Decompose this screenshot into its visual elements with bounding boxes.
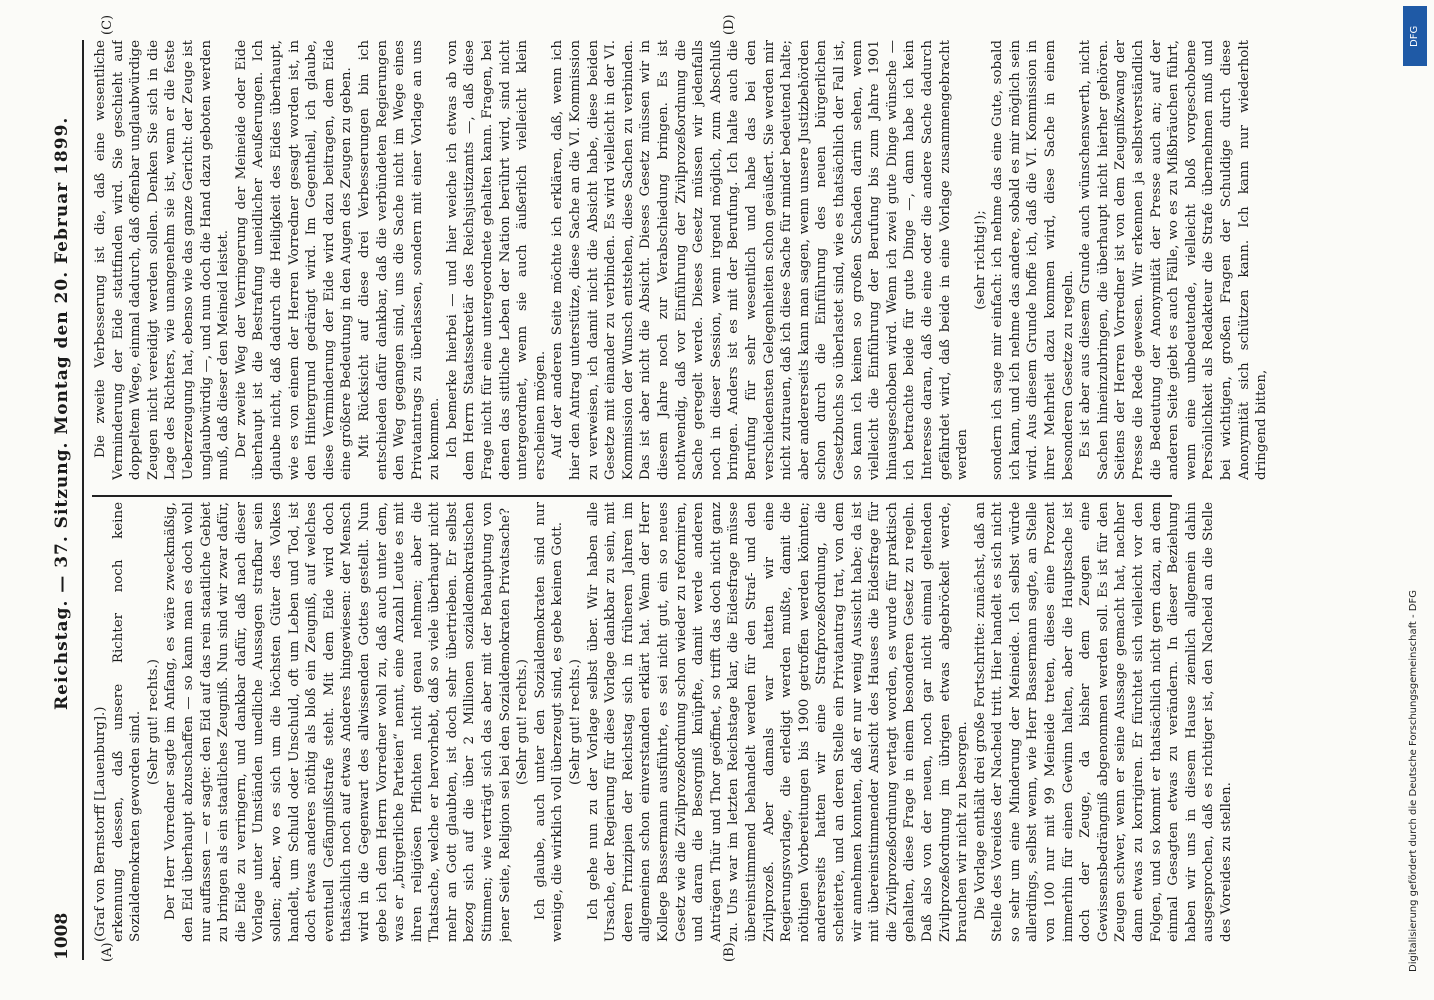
paragraph: Der zweite Weg der Verringerung der Meineide oder Eide überhaupt ist die Bestrafung uneidlicher Aeußerungen. Ich glaube nicht, daß dadurch die Heiligkeit des Eides überhaupt, wie es von einem der Herren Vorredner gesagt worden ist, in den Hintergrund gedrängt wird. Im Gegentheil, ich glaube, diese Verminderung der Eide wird dazu beitragen, dem Eide eine größere Bedeutung in den Augen des Zeugen zu geben. [233, 40, 355, 480]
paragraph: Die zweite Verbesserung ist die, daß eine wesentliche Verminderung der Eide stattfinden wird. Sie geschieht auf doppeltem Wege, einmal dadurch, daß offenbar unglaubwürdige Zeugen nicht vereidigt werden sollen. Denken Sie sich in die Lage des Richters, wie unangenehm sie ist, wenn er die feste Ueberzeugung hat, ebenso wie das ganze Gericht: der Zeuge ist unglaubwürdig —, und nun doch die Hand dazu geboten werden muß, daß dieser den Meineid leistet. [93, 40, 232, 480]
margin-mark-b: (B) [722, 942, 737, 962]
page-header [46, 40, 76, 960]
margin-mark-d: (D) [722, 14, 737, 35]
paragraph: Die Vorlage enthält drei große Fortschritte: zunächst, daß an Stelle des Voreides der Nacheid tritt. Hier handelt es sich nicht so sehr um eine Minderung der Meineide. Ich selbst würde allerdings, selbst wenn, wie Herr Bassermann sagte, an Stelle von 100 nur mit 99 Meineide treten, dieses eine Prozent immerhin für einen Gewinn halten, aber die Hauptsache ist doch der Zeuge, da bisher dem Zeugen eine Gewissensbedrängniß abgenommen werden soll. Es ist für den Zeugen schwer, wenn er seine Aussage gemacht hat, nachher dann etwas zu korrigiren. Er fürchtet sich vielleicht vor den Folgen, und so kommt er thatsächlich nicht gern dazu, an dem einmal Gesagten etwas zu verändern. In dieser Beziehung haben wir uns in diesem Hause ziemlich allgemein dahin ausgesprochen, daß es richtiger ist, den Nacheid an die Stelle des Voreides zu stellen. [972, 502, 1234, 942]
interjection: (Sehr gut! rechts.) [515, 659, 531, 786]
column-divider [92, 495, 1172, 497]
paragraph: Es ist aber aus diesem Grunde auch wünschenswerth, nicht Sachen hineinzubringen, die überhaupt nicht hierher gehören. Seitens der Herren Vorredner ist von dem Zeugnißzwang der Presse die Rede gewesen. Wir erkennen ja selbstverständlich die Bedeutung der Anonymität der Presse auch an; auf der anderen Seite giebt es auch Fälle, wo es zu Mißbräuchen führt, wenn eine unbedeutende, vielleicht bloß vorgeschobene Persönlichkeit als Redakteur die Strafe übernehmen muß und bei wichtigen, großen Fragen der Schuldige durch diese Anonymität sich schützen kann. Ich kann nur wiederholt dringend bitten, [1078, 40, 1270, 480]
margin-mark-a: (A) [100, 942, 115, 962]
text-column-left [92, 502, 1342, 942]
dfg-logo-stamp: DFG [1403, 6, 1427, 66]
paragraph: Ich glaube, auch unter den Sozialdemokraten sind nur wenige, die wirklich voll überzeugt sind, es gebe keinen Gott. [532, 502, 566, 942]
paragraph: sondern ich sage mir einfach: ich nehme das eine Gute, sobald ich kann, und ich nehme das andere, sobald es mir möglich sein wird. Aus diesem Grunde hoffe ich, daß die VI. Kommission in ihrer Mehrheit dazu kommen wird, diese Sache in einem besonderen Gesetze zu regeln. [990, 40, 1076, 480]
interjection: (sehr richtig!); [972, 210, 988, 310]
speaker-line: (Graf von Bernstorff [Lauenburg].) [93, 706, 108, 942]
page-number: 1008 [52, 912, 72, 960]
text-column-right [92, 40, 1342, 480]
interjection: (Sehr gut! rechts.) [145, 659, 161, 786]
interjection: (Sehr gut! rechts.) [568, 659, 584, 786]
paragraph: erkennung dessen, daß unsere Richter noch keine Sozialdemokraten geworden sind. [110, 502, 144, 942]
paragraph: Auf der anderen Seite möchte ich erklären, daß, wenn ich hier den Antrag unterstütze, diese Sache an die VI. Kommission zu verweisen, ich damit nicht die Absicht habe, diese beiden Gesetze mit einander zu verbinden. Es wird vielleicht in der VI. Kommission der Wunsch entstehen, diese Sachen zu verbinden. Das ist aber nicht die Absicht. Dieses Gesetz müssen wir in diesem Jahre noch zur Verabschiedung bringen. Es ist nothwendig, daß vor Einführung der Zivilprozeßordnung die Sache geregelt werde. Dieses Gesetz müssen wir jedenfalls noch in dieser Session, wenn irgend möglich, zum Abschluß bringen. Anders ist es mit der Berufung. Ich halte auch die Berufung für sehr wesentlich und habe das bei den verschiedensten Gelegenheiten schon geäußert. Sie werden mir nicht zutrauen, daß ich diese Sache für minder bedeutend halte; aber andererseits kann man sagen, wenn unsere Justizbehörden schon durch die Einführung des neuen bürgerlichen Gesetzbuchs so überlastet sind, wie es thatsächlich der Fall ist, so kann ich keinen so großen Schaden darin sehen, wenn vielleicht die Einführung der Berufung bis zum Jahre 1901 hinausgeschoben wird. Wenn ich zwei gute Dinge wünsche — ich betrachte beide für gute Dinge —, dann habe ich kein Interesse daran, daß die eine oder die andere Sache dadurch gefährdet wird, daß beide in eine Vorlage zusammengebracht werden [550, 40, 971, 480]
paragraph: Mit Rücksicht auf diese drei Verbesserungen bin ich entschieden dafür dankbar, daß die verbündeten Regierungen den Weg gegangen sind, uns die Sache nicht im Wege eines Privatantrags zu überlassen, sondern mit einer Vorlage an uns zu kommen. [356, 40, 443, 480]
margin-mark-c: (C) [100, 14, 115, 35]
digitization-credit: Digitalisierung gefördert durch die Deutsche Forschungsgemeinschaft - DFG [1408, 589, 1419, 972]
paragraph: Ich gehe nun zu der Vorlage selbst über. Wir haben alle Ursache, der Regierung für diese Vorlage dankbar zu sein, mit deren Prinzipien der Reichstag sich in früheren Jahren im allgemeinen schon einverstanden erklärt hat. Wenn der Herr Kollege Bassermann ausführte, es sei nicht gut, ein so neues Gesetz wie die Zivilprozeßordnung schon wieder zu reformiren, und daran die Besorgniß knüpfte, damit werde anderen Anträgen Thür und Thor geöffnet, so trifft das doch nicht ganz zu. Uns war im letzten Reichstage klar, die Eidesfrage müsse übereinstimmend behandelt werden für den Straf- und den Zivilprozeß. Aber damals war hatten wir eine Regierungsvorlage, die erledigt werden mußte, damit die nöthigen Vorbereitungen bis 1900 getroffen werden könnten; andererseits hatten wir eine Strafprozeßordnung, die scheiterte, und an deren Stelle ein Privatantrag trat, von dem wir annehmen konnten, daß er nur wenig Aussicht habe; da ist mit übereinstimmender Ansicht des Hauses die Eidesfrage für die Zivilprozeßordnung vertagt worden, es wurde für praktisch gehalten, diese Frage in einem besonderen Gesetz zu regeln. Daß also von der neuen, noch gar nicht einmal geltenden Zivilprozeßordnung im übrigen etwas abgebröckelt werde, brauchen wir nicht zu besorgen. [585, 502, 971, 942]
paragraph: Der Herr Vorredner sagte im Anfang, es wäre zweckmäßig, den Eid überhaupt abzuschaffen — so kann man es doch wohl nur auffassen — er sagte: den Eid auf das rein staatliche Gebiet zu bringen als ein staatliches Zeugniß. Nun sind wir zwar dafür, die Eide zu verringern, und dankbar dafür, daß nach dieser Vorlage unter Umständen unedliche Aussagen strafbar sein sollen; aber, wo es sich um die höchsten Güter des Volkes handelt, um Schuld oder Unschuld, oft um Leben und Tod, ist doch etwas anderes nöthig als bloß ein Zeugniß, auf welches eventuell Gefängnißstrafe steht. Mit dem Eide wird doch thatsächlich noch auf etwas Anderes hingewiesen: der Mensch wird in die Gegenwart des allwissenden Gottes gestellt. Nun gebe ich dem Herrn Vorredner wohl zu, daß auch unter dem, was er „bürgerliche Parteien“ nennt, eine Anzahl Leute es mit ihren religiösen Pflichten nicht genau nehmen; aber die Thatsache, welche er hervorhebt, daß so viele überhaupt nicht mehr an Gott glaubten, ist doch sehr übertrieben. Er selbst bezog sich auf die über 2 Millionen sozialdemokratischen Stimmen; wie verträgt sich das aber mit der Behauptung von jener Seite, Religion sei bei den Sozialdemokraten Privatsache? [163, 502, 513, 942]
page-title: Reichstag. — 37. Sitzung. Montag den 20. Februar 1899. [52, 116, 72, 710]
header-rule [82, 40, 84, 960]
paragraph: Ich bemerke hierbei — und hier weiche ich etwas ab von dem Herrn Staatssekretär des Reichsjustizamts —, daß diese Frage nicht für eine untergeordnete gehalten kann. Fragen, bei denen das sittliche Leben der Nation berührt wird, sind nicht untergeordnet, wenn sie auch äußerlich vielleicht klein erscheinen mögen. [444, 40, 548, 480]
